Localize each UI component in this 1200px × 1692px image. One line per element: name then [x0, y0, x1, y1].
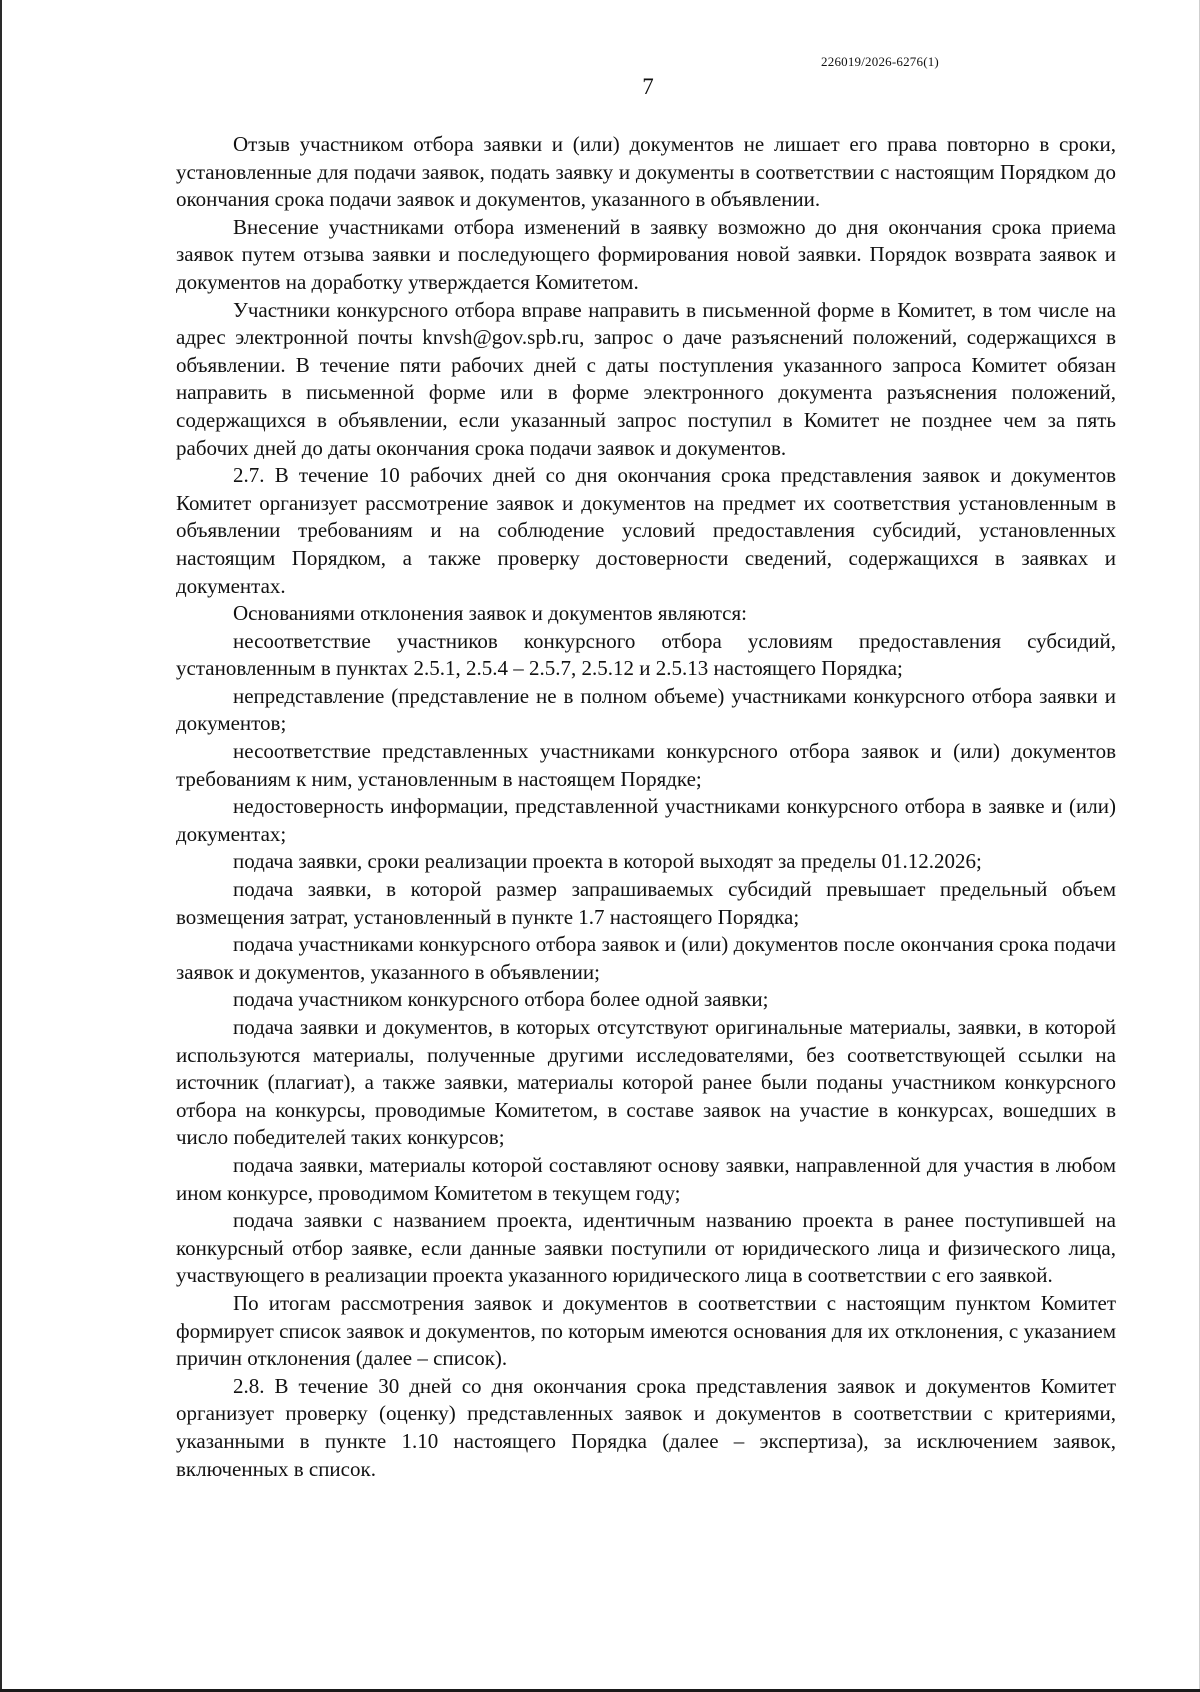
- page-number: 7: [642, 74, 654, 99]
- list-item: недостоверность информации, представленной участниками конкурсного отбора в заявке и (или) документах;: [176, 794, 1116, 846]
- paragraph-clarification-request: Участники конкурсного отбора вправе направить в письменной форме в Комитет, в том числе на адрес электронной почты knvsh@gov.spb.ru, запрос о даче разъяснений положений, содержащихся в объявлении. В течение пяти рабочих дней с даты поступления указанного запроса Комитет обязан направить в письменной форме или в форме электронного документа разъяснения положений, содержащихся в объявлении, если указанный запрос поступил в Комитет не позднее чем за пять рабочих дней до даты окончания срока подачи заявок и документов.: [176, 297, 1116, 460]
- list-item: подача участниками конкурсного отбора заявок и (или) документов после окончания срока подачи заявок и документов, указанного в объявлении;: [176, 932, 1116, 984]
- paragraph-withdrawal-of-application: Отзыв участником отбора заявки и (или) документов не лишает его права повторно в сроки, установленные для подачи заявок, подать заявку и документы в соответствии с настоящим Порядком до окончания срока подачи заявок и документов, указанного в объявлении.: [176, 132, 1116, 212]
- scan-edge-left: [0, 0, 2, 1692]
- list-item: подача участником конкурсного отбора более одной заявки;: [233, 987, 769, 1012]
- paragraph-section-2-8: 2.8. В течение 30 дней со дня окончания срока представления заявок и документов Комитет организует проверку (оценку) представленных заявок и документов в соответствии с критериями, указанными в пункте 1.10 настоящего Порядка (далее – экспертиза), за исключением заявок, включенных в список.: [176, 1373, 1116, 1481]
- list-item: подача заявки, в которой размер запрашиваемых субсидий превышает предельный объем возмещения затрат, установленный в пункте 1.7 настоящего Порядка;: [176, 877, 1116, 929]
- paragraph-section-2-7: 2.7. В течение 10 рабочих дней со дня окончания срока представления заявок и документов Комитет организует рассмотрение заявок и документов на предмет их соответствия установленным в объявлении требованиям и на соблюдение условий предоставления субсидий, установленных настоящим Порядком, а также проверку достоверности сведений, содержащихся в заявках и документах.: [176, 463, 1116, 598]
- document-registration-number: 226019/2026-6276(1): [821, 54, 939, 69]
- document-body: [176, 131, 1116, 1483]
- paragraph-rejection-list: По итогам рассмотрения заявок и документов в соответствии с настоящим пунктом Комитет формирует список заявок и документов, по которым имеются основания для их отклонения, с указанием причин отклонения (далее – список).: [176, 1290, 1116, 1371]
- paragraph-application-changes: Внесение участниками отбора изменений в заявку возможно до дня окончания срока приема заявок путем отзыва заявки и последующего формирования новой заявки. Порядок возврата заявок и документов на доработку утверждается Комитетом.: [176, 214, 1116, 294]
- list-item: несоответствие участников конкурсного отбора условиям предоставления субсидий, установленным в пунктах 2.5.1, 2.5.4 – 2.5.7, 2.5.12 и 2.5.13 настоящего Порядка;: [176, 628, 1116, 681]
- list-item: подача заявки и документов, в которых отсутствуют оригинальные материалы, заявки, в которой используются материалы, полученные другими исследователями, без соответствующей ссылки на источник (плагиат), а также заявки, материалы которой ранее были поданы участником конкурсного отбора на конкурсы, проводимые Комитетом, в составе заявок на участие в конкурсах, вошедших в число победителей таких конкурсов;: [176, 1015, 1116, 1150]
- list-item: подача заявки, материалы которой составляют основу заявки, направленной для участия в любом ином конкурсе, проводимом Комитетом в текущем году;: [176, 1152, 1116, 1205]
- list-item: подача заявки, сроки реализации проекта в которой выходят за пределы 01.12.2026;: [233, 849, 982, 874]
- paragraph-rejection-grounds-intro: Основаниями отклонения заявок и документов являются:: [233, 601, 747, 626]
- list-item: несоответствие представленных участниками конкурсного отбора заявок и (или) документов требованиям к ним, установленным в настоящем Порядке;: [176, 739, 1116, 791]
- list-item: подача заявки с названием проекта, идентичным названию проекта в ранее поступившей на конкурсный отбор заявке, если данные заявки поступили от юридического лица и физического лица, участвующего в реализации проекта указанного юридического лица в соответствии с его заявкой.: [176, 1208, 1116, 1288]
- list-item: непредставление (представление не в полном объеме) участниками конкурсного отбора заявки и документов;: [176, 683, 1116, 736]
